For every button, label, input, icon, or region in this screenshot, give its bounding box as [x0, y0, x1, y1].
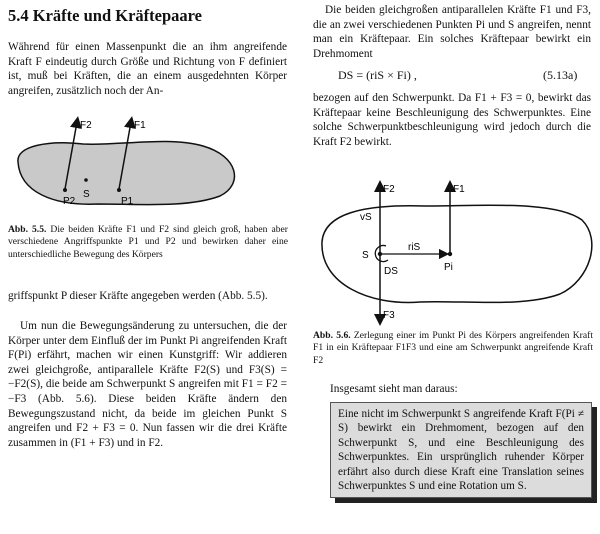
point-p2 — [63, 188, 67, 192]
paragraph-kunstgriff: Um nun die Bewegungsänderung zu untersuchen, die der Körper unter dem Einfluß der im Punkt Pi angreifenden Kraft F(Pi) erfährt, machen wir einen Kunstgriff: Wir addieren zwei gleichgroße, antiparallele Kräfte F2(S) und F3(S) = −F2(S), die beide am Schwerpunkt S angreifen mit F1 = F2 = −F3 (Abb. 5.6). Diese beiden Kräfte ändern den Bewegungszustand nicht, da beide im gleichen Punkt S angreifen und F2 + F3 = 0. Nun fassen wir die drei Kräfte zusammen in (F1 + F3) und in F2. — [8, 320, 287, 449]
label-f1: F1 — [134, 120, 146, 131]
paragraph-griffspunkt: griffspunkt P dieser Kräfte angegeben werden (Abb. 5.5). — [8, 290, 268, 302]
point-p1 — [117, 188, 121, 192]
label-f2: F2 — [383, 184, 395, 195]
label-f2: F2 — [80, 120, 92, 131]
equation-5-13a: DS = (riS × Fi) , — [338, 68, 417, 82]
intro-paragraph: Während für einen Massenpunkt die an ihm angreifende Kraft F eindeutig durch Größe und Richtung von F definiert ist, muß bei Kräften, die an einem ausgedehnten Körper angreifen, zusätzlich noch der An- — [8, 41, 287, 97]
figure-5-5 — [8, 112, 290, 214]
label-ds: DS — [384, 266, 398, 277]
summary-intro: Insgesamt sieht man daraus: — [330, 383, 458, 395]
label-f3: F3 — [383, 310, 395, 321]
label-vs: vS — [360, 212, 372, 223]
label-ris: riS — [408, 242, 421, 253]
label-p2: P2 — [63, 196, 76, 207]
figure-5-5-caption-text: Die beiden Kräfte F1 und F2 sind gleich groß, haben aber verschiedene Angriffspunkte P1 und P2 und bewirken daher eine unterschiedliche Bewegung des Körpers — [8, 224, 288, 260]
label-s: S — [362, 250, 369, 261]
point-pi — [448, 252, 452, 256]
label-pi: Pi — [444, 262, 453, 273]
summary-box: Eine nicht im Schwerpunkt S angreifende Kraft F(Pi ≠ S) bewirkt ein Drehmoment, bezogen auf den Schwerpunkt S, und eine Beschleunigung des Schwerpunktes. Ein ursprünglich ruhender Körper erfährt also durch diese Kraft eine Translation seines Schwerpunktes S und eine Rotation um S. — [330, 402, 592, 498]
figure-5-6-caption-text: Zerlegung einer im Punkt Pi des Körpers angreifenden Kraft F1 in ein Kräftepaar F1F3 und eine am Schwerpunkt angreifende Kraft F2 — [313, 330, 593, 366]
section-title: 5.4 Kräfte und Kräftepaare — [8, 6, 202, 25]
paragraph-schwerpunkt: bezogen auf den Schwerpunkt. Da F1 + F3 = 0, bewirkt das Kräftepaar keine Beschleunigung des Schwerpunktes. Eine solche Schwerpunktbeschleunigung wird jedoch durch die Kraft F2 bewirkt. — [313, 92, 591, 148]
figure-5-5-caption-label: Abb. 5.5. — [8, 224, 47, 235]
label-f1: F1 — [453, 184, 465, 195]
label-s: S — [83, 189, 90, 200]
figure-5-6 — [310, 176, 595, 326]
figure-5-5-caption — [8, 224, 288, 261]
equation-number: (5.13a) — [543, 68, 578, 82]
figure-5-6-caption-label: Abb. 5.6. — [313, 330, 351, 341]
point-s — [378, 252, 382, 256]
point-s — [84, 178, 88, 182]
figure-5-6-caption — [313, 330, 593, 367]
label-p1: P1 — [121, 196, 134, 207]
paragraph-kraeftepaar: Die beiden gleichgroßen antiparallelen Kräfte F1 und F3, die an zwei verschiedenen Punkten Pi und S angreifen, nennt man ein Kräftepaar. Ein solches Kräftepaar bewirkt ein Drehmoment — [313, 4, 591, 60]
